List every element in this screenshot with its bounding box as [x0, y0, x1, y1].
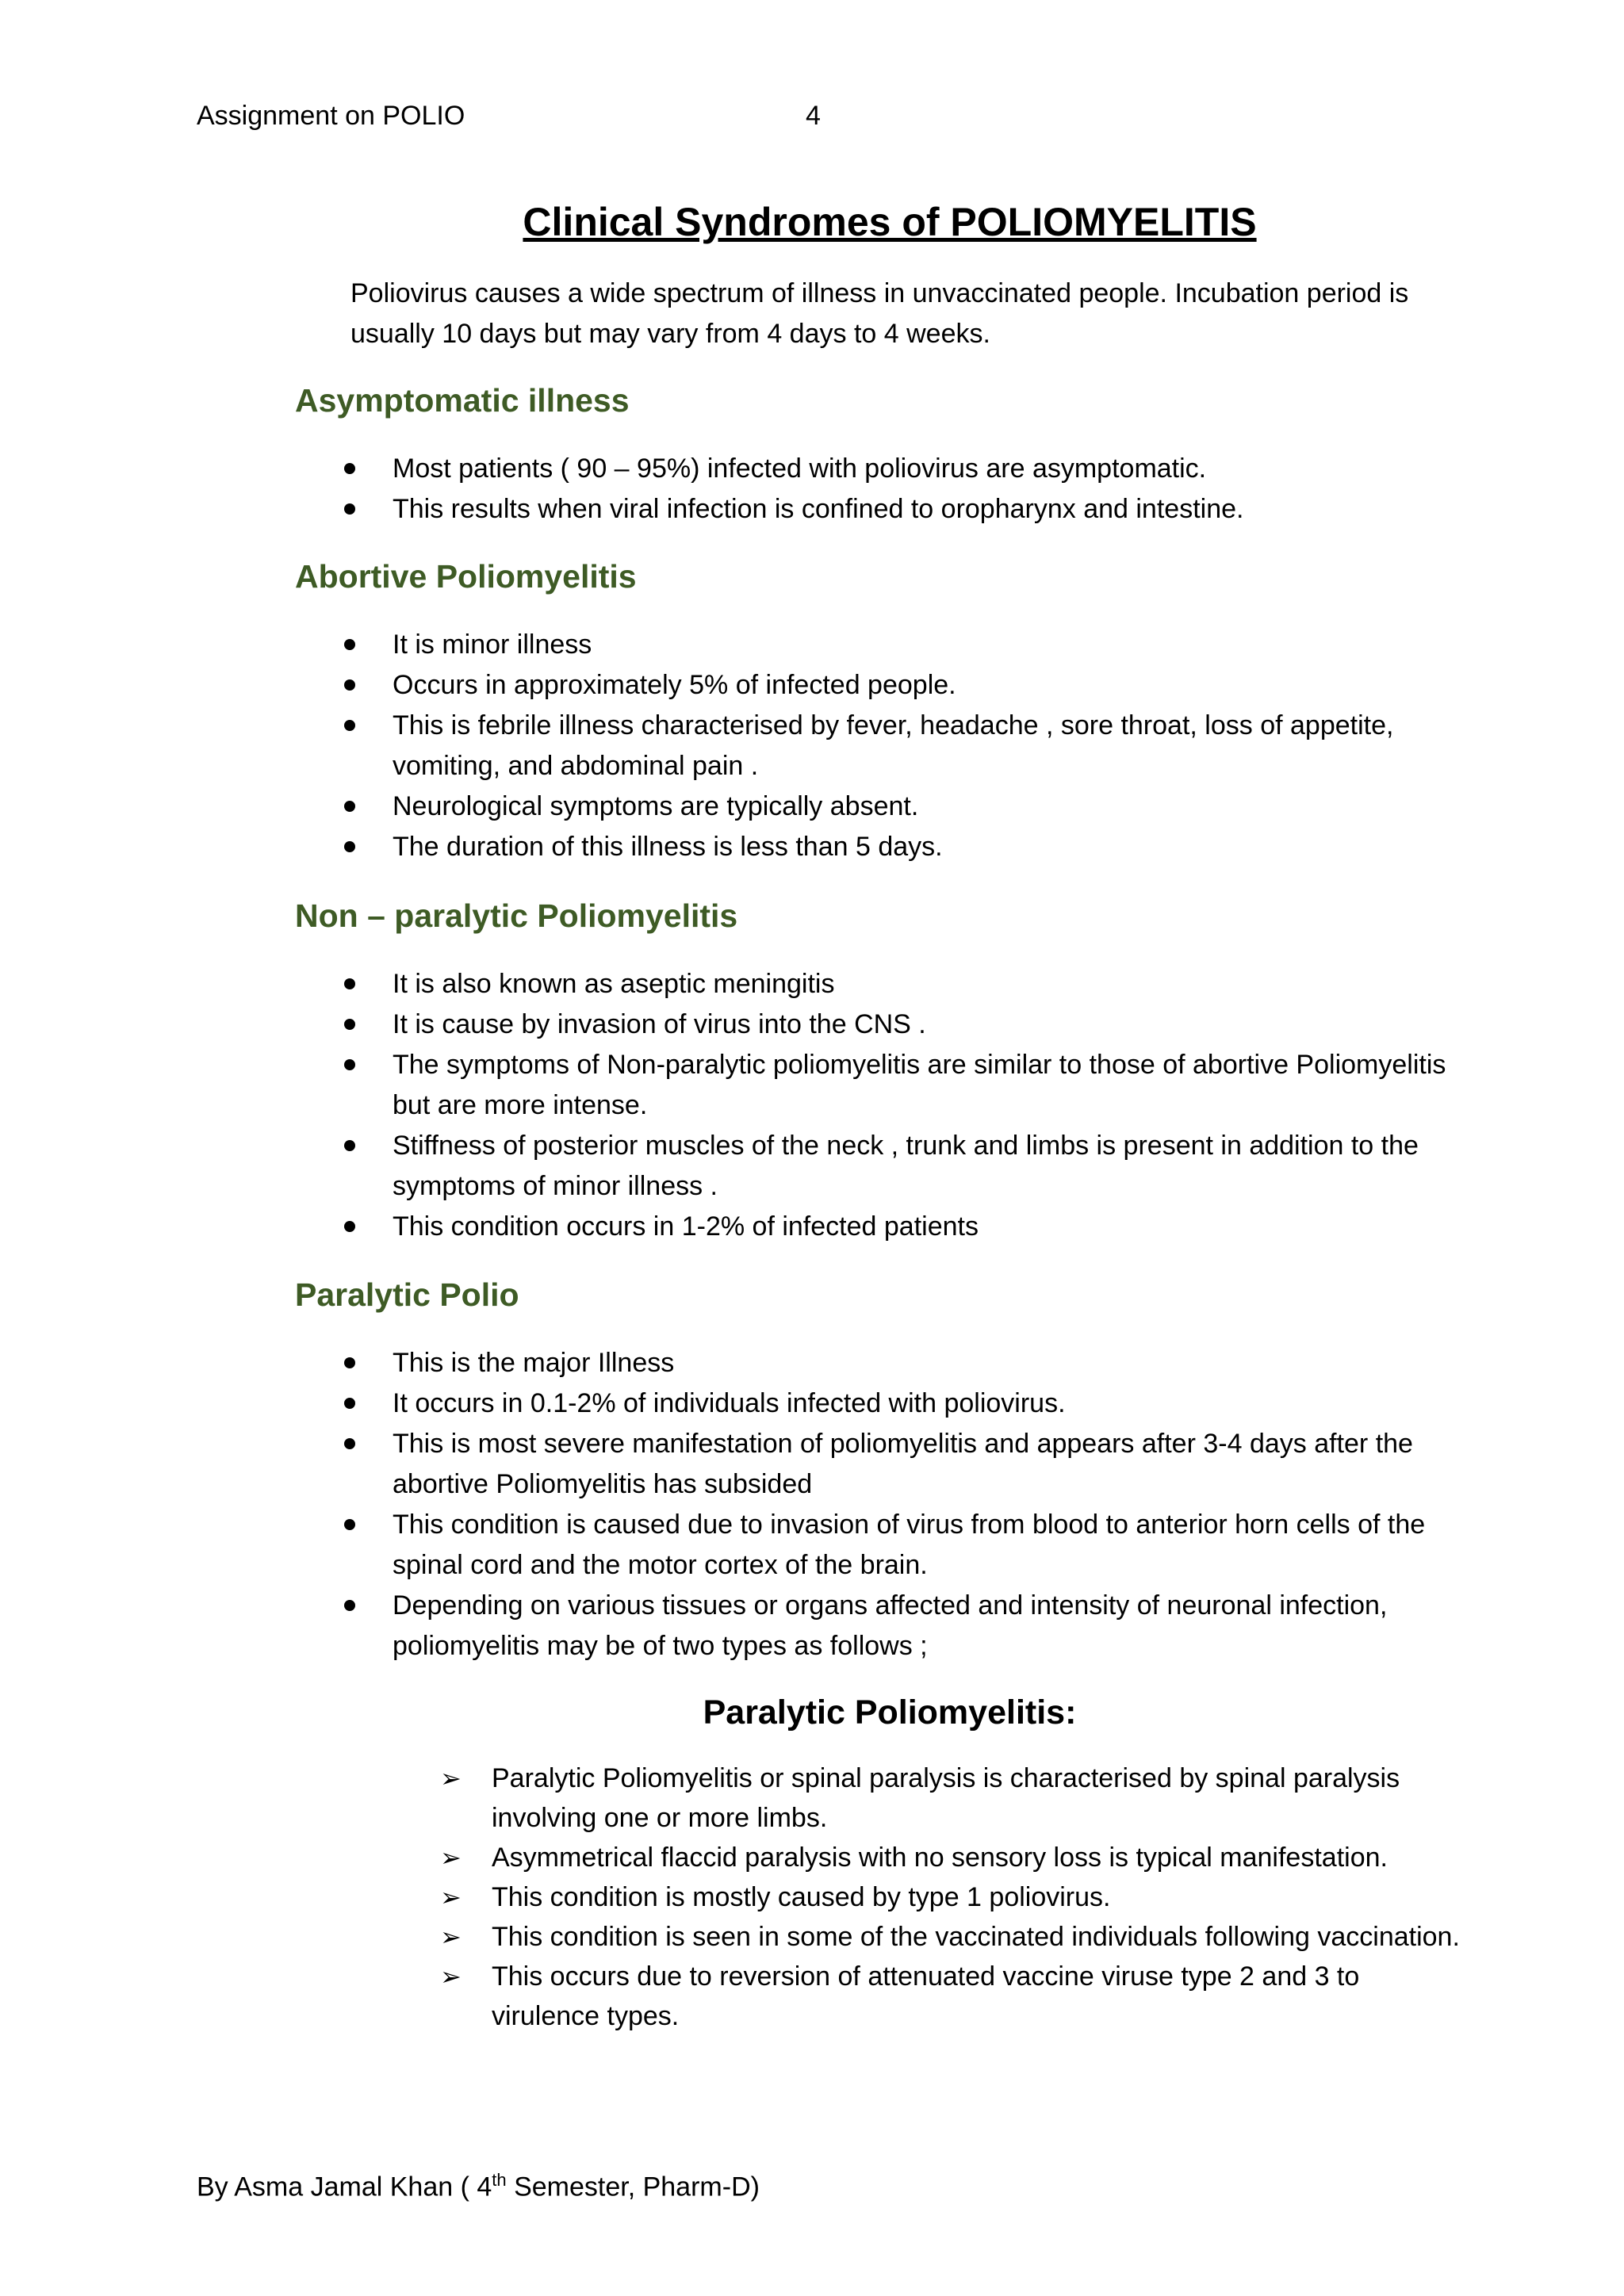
arrow-bullet-icon: ➢ — [440, 1883, 462, 1911]
arrow-bullet-icon: ➢ — [440, 1764, 462, 1793]
list-item: ➢ This condition is mostly caused by type 1 poliovirus. — [440, 1877, 1471, 1917]
bullet-list-paralytic-polio — [341, 1343, 1467, 1667]
bullet-icon — [344, 720, 355, 731]
header-title: Assignment on POLIO — [197, 101, 465, 131]
bullet-icon — [344, 1438, 355, 1449]
bullet-icon — [344, 1140, 355, 1151]
bullet-icon — [344, 1519, 355, 1530]
page-number: 4 — [806, 101, 821, 131]
list-item: ➢ Paralytic Poliomyelitis or spinal paralysis is characterised by spinal paralysis involving one or more limbs. — [440, 1758, 1471, 1838]
subsection-heading: Paralytic Poliomyelitis: — [703, 1693, 1077, 1732]
arrow-bullet-icon: ➢ — [440, 1843, 462, 1872]
bullet-icon — [344, 1059, 355, 1070]
bullet-icon — [344, 801, 355, 812]
document-title: Clinical Syndromes of POLIOMYELITIS — [523, 200, 1257, 244]
list-item: This condition is caused due to invasion of virus from blood to anterior horn cells of the spinal cord and the motor cortex of the brain. — [341, 1505, 1467, 1586]
list-item: This condition occurs in 1-2% of infected patients — [341, 1207, 1467, 1247]
list-item: Most patients ( 90 – 95%) infected with poliovirus are asymptomatic. — [341, 449, 1467, 489]
bullet-icon — [344, 841, 355, 852]
list-item: Occurs in approximately 5% of infected people. — [341, 665, 1467, 706]
footer-author: By Asma Jamal Khan ( 4th Semester, Pharm-D) — [197, 2170, 760, 2202]
bullet-icon — [344, 639, 355, 650]
arrow-bullet-icon: ➢ — [440, 1923, 462, 1951]
list-item: This is most severe manifestation of poliomyelitis and appears after 3-4 days after the abortive Poliomyelitis has subsided — [341, 1424, 1467, 1505]
section-heading-asymptomatic: Asymptomatic illness — [295, 382, 630, 419]
footer-superscript: th — [492, 2170, 507, 2190]
section-heading-non-paralytic: Non – paralytic Poliomyelitis — [295, 897, 738, 934]
section-heading-abortive: Abortive Poliomyelitis — [295, 558, 637, 595]
bullet-icon — [344, 1357, 355, 1368]
list-item: It is minor illness — [341, 625, 1467, 665]
list-item: It is also known as aseptic meningitis — [341, 964, 1467, 1004]
bullet-icon — [344, 503, 355, 515]
bullet-icon — [344, 978, 355, 989]
list-item: ➢ This condition is seen in some of the vaccinated individuals following vaccination. — [440, 1917, 1471, 1957]
list-item: The symptoms of Non-paralytic poliomyelitis are similar to those of abortive Poliomyelitis but are more intense. — [341, 1045, 1467, 1126]
bullet-icon — [344, 1398, 355, 1409]
list-item: Neurological symptoms are typically absent. — [341, 786, 1467, 827]
list-item: Stiffness of posterior muscles of the neck , trunk and limbs is present in addition to the symptoms of minor illness . — [341, 1126, 1467, 1207]
bullet-icon — [344, 1221, 355, 1232]
list-item: It is cause by invasion of virus into the CNS . — [341, 1004, 1467, 1045]
section-heading-paralytic-polio: Paralytic Polio — [295, 1276, 519, 1313]
list-item: This is febrile illness characterised by fever, headache , sore throat, loss of appetite, vomiting, and abdominal pain . — [341, 706, 1467, 786]
list-item: ➢ This occurs due to reversion of attenuated vaccine viruse type 2 and 3 to virulence types. — [440, 1957, 1471, 2036]
arrow-bullet-icon: ➢ — [440, 1962, 462, 1991]
list-item: This results when viral infection is confined to oropharynx and intestine. — [341, 489, 1467, 530]
list-item: Depending on various tissues or organs affected and intensity of neuronal infection, poliomyelitis may be of two types as follows ; — [341, 1586, 1467, 1667]
list-item: This is the major Illness — [341, 1343, 1467, 1383]
bullet-icon — [344, 1600, 355, 1611]
bullet-list-abortive — [341, 625, 1467, 867]
list-item: ➢ Asymmetrical flaccid paralysis with no sensory loss is typical manifestation. — [440, 1838, 1471, 1877]
bullet-list-asymptomatic — [341, 449, 1467, 530]
intro-paragraph: Poliovirus causes a wide spectrum of illness in unvaccinated people. Incubation period is usually 10 days but may vary from 4 days to 4 weeks. — [350, 278, 1409, 349]
bullet-icon — [344, 463, 355, 474]
list-item: It occurs in 0.1-2% of individuals infected with poliovirus. — [341, 1383, 1467, 1424]
bullet-list-non-paralytic — [341, 964, 1467, 1247]
list-item: The duration of this illness is less than 5 days. — [341, 827, 1467, 867]
bullet-icon — [344, 679, 355, 691]
arrow-list-paralytic-poliomyelitis — [440, 1758, 1471, 2036]
bullet-icon — [344, 1019, 355, 1030]
